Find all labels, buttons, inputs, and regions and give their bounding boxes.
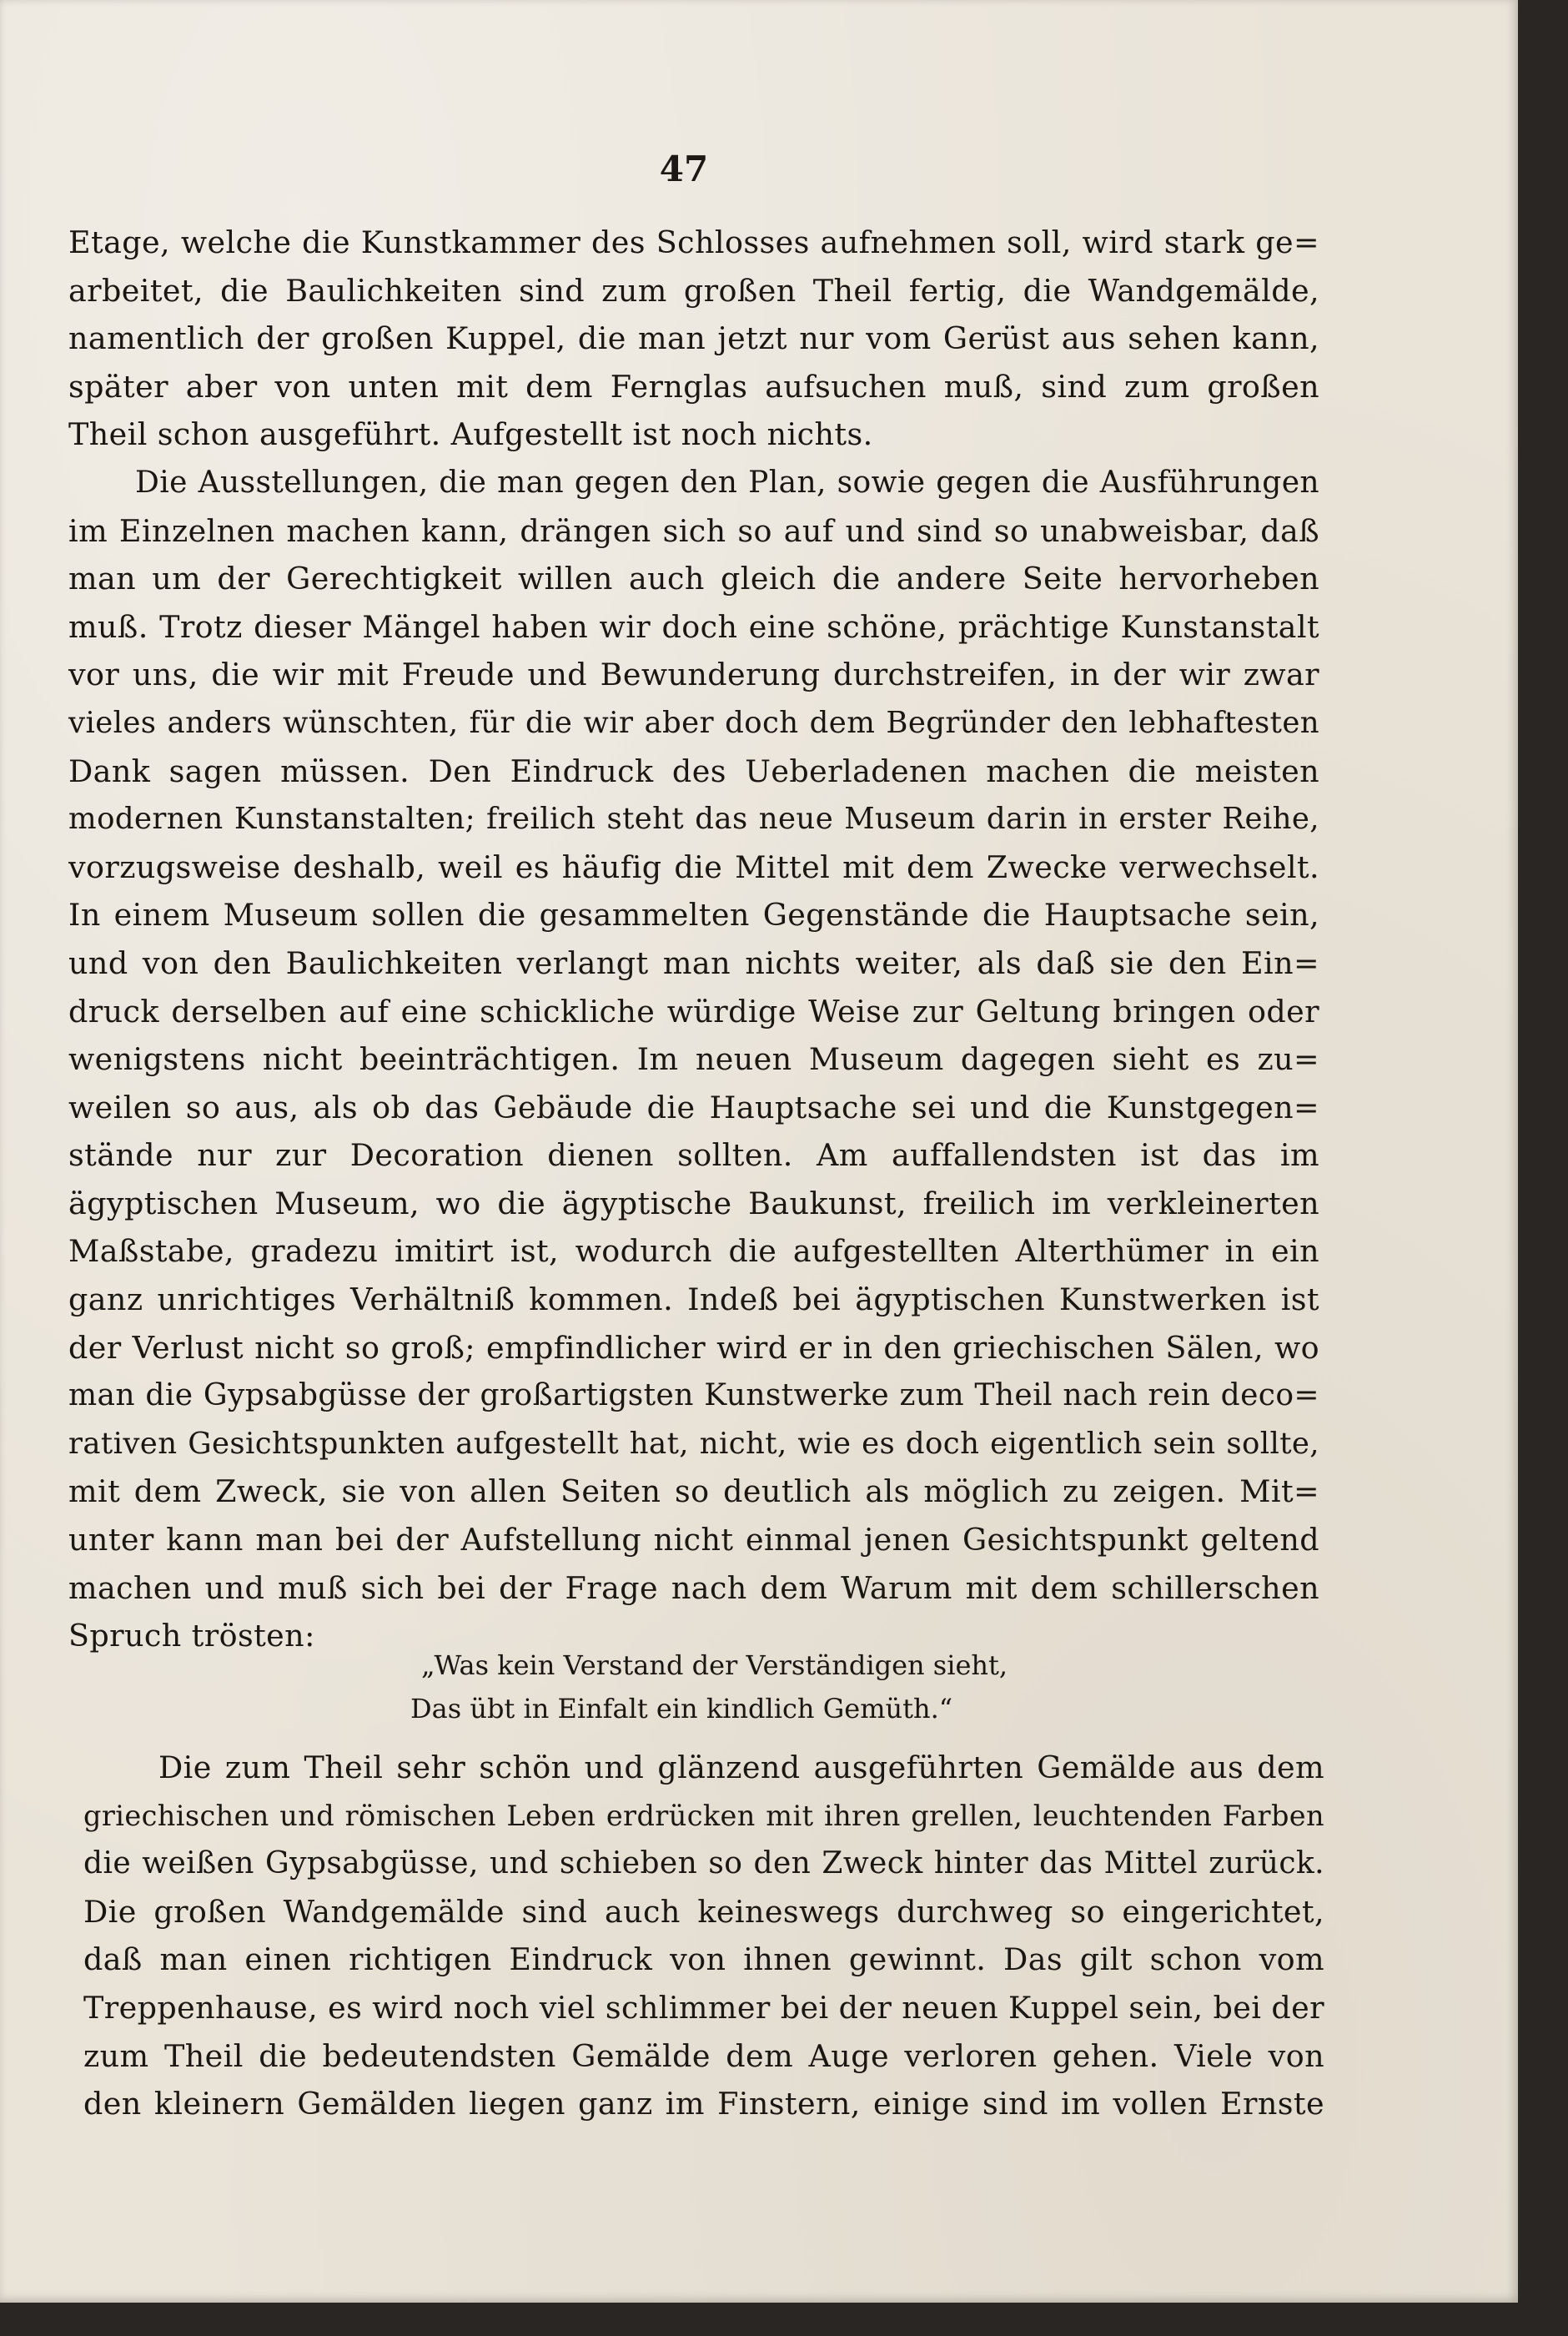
text-line: Theil schon ausgeführt. Aufgestellt ist noch nichts. — [68, 416, 873, 453]
poem-verse: „Was kein Verstand der Verständigen sieht, — [421, 1649, 1008, 1681]
body-text-bottom — [83, 1744, 1324, 2128]
text-line: später aber von unten mit dem Fernglas aufsuchen muß, sind zum großen — [68, 368, 1319, 405]
text-line: wenigstens nicht beeinträchtigen. Im neuen Museum dagegen sieht es zu= — [68, 1041, 1319, 1078]
poem-verse: Das übt in Einfalt ein kindlich Gemüth.“ — [410, 1693, 953, 1724]
text-line: zum Theil die bedeutendsten Gemälde dem Auge verloren gehen. Viele von — [83, 2037, 1324, 2074]
body-text-top — [68, 219, 1319, 1660]
text-line: daß man einen richtigen Eindruck von ihnen gewinnt. Das gilt schon vom — [83, 1941, 1324, 1978]
text-line: Treppenhause, es wird noch viel schlimmer bei der neuen Kuppel sein, bei der — [83, 1989, 1324, 2026]
text-line: vorzugsweise deshalb, weil es häufig die Mittel mit dem Zwecke verwechselt. — [68, 848, 1319, 885]
text-line: modernen Kunstanstalten; freilich steht das neue Museum darin in erster Reihe, — [68, 802, 1319, 837]
text-line: stände nur zur Decoration dienen sollten. Am auffallendsten ist das im — [68, 1137, 1319, 1174]
text-line: Die zum Theil sehr schön und glänzend ausgeführten Gemälde aus dem — [158, 1749, 1324, 1785]
text-line: In einem Museum sollen die gesammelten Gegenstände die Hauptsache sein, — [68, 897, 1319, 934]
text-line: den kleinern Gemälden liegen ganz im Finstern, einige sind im vollen Ernste — [83, 2086, 1324, 2122]
text-line: Etage, welche die Kunstkammer des Schlosses aufnehmen soll, wird stark ge= — [68, 224, 1319, 260]
text-line: unter kann man bei der Aufstellung nicht einmal jenen Gesichtspunkt geltend — [68, 1522, 1319, 1558]
text-line: namentlich der großen Kuppel, die man jetzt nur vom Gerüst aus sehen kann, — [68, 320, 1319, 357]
poem-quote — [0, 1644, 1518, 1730]
text-line: die weißen Gypsabgüsse, und schieben so den Zweck hinter das Mittel zurück. — [83, 1846, 1324, 1881]
text-line: vor uns, die wir mit Freude und Bewunderung durchstreifen, in der wir zwar — [68, 657, 1319, 693]
text-line: der Verlust nicht so groß; empfindlicher wird er in den griechischen Sälen, wo — [68, 1329, 1319, 1366]
text-line: machen und muß sich bei der Frage nach dem Warum mit dem schillerschen — [68, 1569, 1319, 1606]
text-line: Maßstabe, gradezu imitirt ist, wodurch die aufgestellten Alterthümer in ein — [68, 1233, 1319, 1270]
text-line: griechischen und römischen Leben erdrücken mit ihren grellen, leuchtenden Farben — [83, 1799, 1324, 1832]
text-line: Dank sagen müssen. Den Eindruck des Ueberladenen machen die meisten — [68, 753, 1319, 789]
text-line: ganz unrichtiges Verhältniß kommen. Indeß bei ägyptischen Kunstwerken ist — [68, 1281, 1319, 1318]
text-line: vieles anders wünschten, für die wir aber doch dem Begründer den lebhaftesten — [68, 705, 1319, 740]
text-line: man um der Gerechtigkeit willen auch gleich die andere Seite hervorheben — [68, 561, 1319, 597]
text-line: weilen so aus, als ob das Gebäude die Hauptsache sei und die Kunstgegen= — [68, 1089, 1319, 1125]
text-line: mit dem Zweck, sie von allen Seiten so deutlich als möglich zu zeigen. Mit= — [68, 1473, 1319, 1510]
text-line: Die Ausstellungen, die man gegen den Plan, sowie gegen die Ausführungen — [135, 465, 1319, 500]
text-line: im Einzelnen machen kann, drängen sich so auf und sind so unabweisbar, daß — [68, 512, 1319, 549]
text-line: ägyptischen Museum, wo die ägyptische Baukunst, freilich im verkleinerten — [68, 1185, 1319, 1221]
text-line: und von den Baulichkeiten verlangt man nichts weiter, als daß sie den Ein= — [68, 944, 1319, 981]
text-line: rativen Gesichtspunkten aufgestellt hat, nicht, wie es doch eigentlich sein sollte, — [68, 1426, 1319, 1461]
text-line: muß. Trotz dieser Mängel haben wir doch eine schöne, prächtige Kunstanstalt — [68, 608, 1319, 645]
page-number: 47 — [659, 149, 709, 189]
text-line: man die Gypsabgüsse der großartigsten Kunstwerke zum Theil nach rein deco= — [68, 1378, 1319, 1413]
text-line: druck derselben auf eine schickliche würdige Weise zur Geltung bringen oder — [68, 993, 1319, 1030]
text-line: arbeitet, die Baulichkeiten sind zum großen Theil fertig, die Wandgemälde, — [68, 272, 1319, 309]
text-line: Die großen Wandgemälde sind auch keineswegs durchweg so eingerichtet, — [83, 1893, 1324, 1930]
text-line: Spruch trösten: — [68, 1618, 315, 1654]
